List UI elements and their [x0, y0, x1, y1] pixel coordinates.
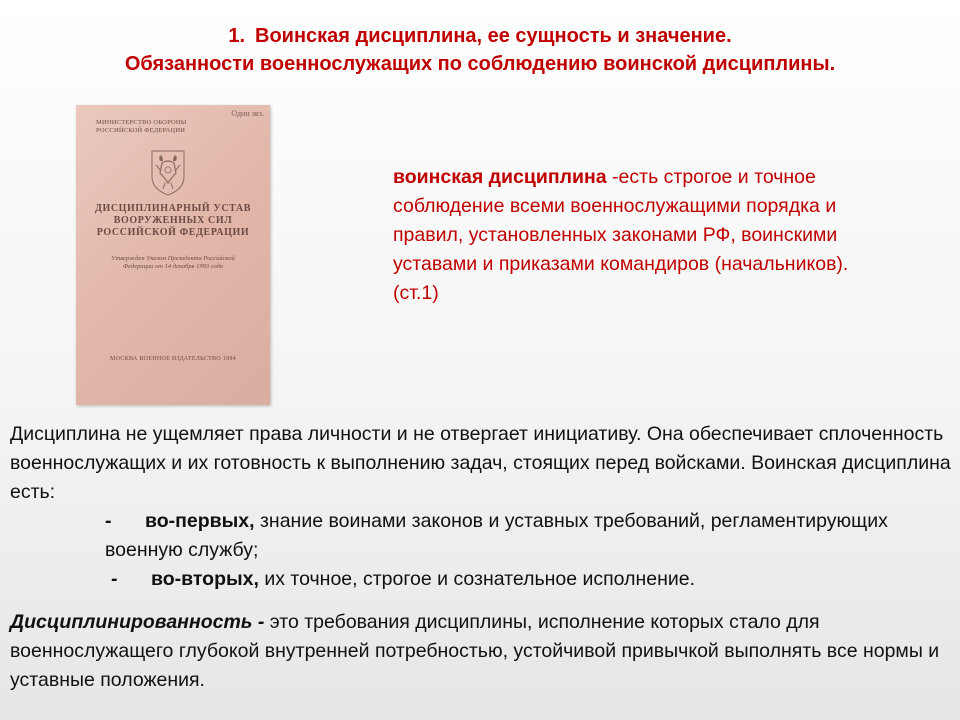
title-line-1-text: Воинская дисциплина, ее сущность и значение. [255, 25, 732, 47]
bullet-dash: - [105, 510, 112, 532]
bullet-lead: во-вторых, [151, 568, 259, 590]
title-line-2: Обязанности военнослужащих по соблюдению воинской дисциплины. [124, 53, 836, 75]
discipline-text: это требования дисциплины, исполнение которых стало для военнослужащего глубокой внутренней потребностью, устойчивой привычкой выполнять все нормы и уставные положения. [10, 611, 940, 691]
bullet-text: их точное, строгое и сознательное исполнение. [258, 568, 696, 590]
list-item [10, 565, 955, 594]
bullet-text: знание воинами законов и уставных требований, регламентирующих военную службу; [105, 510, 888, 561]
book-cover-image [76, 105, 270, 405]
discipline-definition [10, 608, 955, 695]
bullet-dash: - [111, 568, 118, 590]
book-ministry: МИНИСТЕРСТВО ОБОРОНЫ РОССИЙСКОЙ ФЕДЕРАЦИИ [96, 119, 187, 134]
book-publisher: МОСКВА ВОЕННОЕ ИЗДАТЕЛЬСТВО 1994 [110, 356, 236, 362]
intro-paragraph: Дисциплина не ущемляет права личности и не отвергает инициативу. Она обеспечивает сплоченность военнослужащих и их готовность к выполнению задач, стоящих перед войсками. Воинская дисциплина есть: [10, 423, 951, 503]
title-line-1 [0, 22, 960, 50]
definition-block [393, 163, 863, 308]
bullet-lead: во-первых, [145, 510, 255, 532]
list-item [10, 507, 955, 565]
definition-term: воинская дисциплина [393, 166, 607, 188]
definition-text: -есть строгое и точное соблюдение всеми военнослужащими порядка и правил, установленных законами РФ, воинскими уставами и приказами командиров (начальников). (ст.1) [393, 166, 849, 304]
title-number: 1. [228, 25, 246, 47]
book-title: ДИСЦИПЛИНАРНЫЙ УСТАВ ВООРУЖЕННЫХ СИЛ РОССИЙСКОЙ ФЕДЕРАЦИИ [94, 203, 252, 238]
body-text [10, 420, 955, 695]
book-corner-note: Один экз. [231, 109, 264, 118]
discipline-term: Дисциплинированность - [10, 611, 265, 633]
double-headed-eagle-icon [148, 147, 188, 197]
slide-title [0, 22, 960, 78]
book-decree: Утвержден Указом Президента Российской Федерации от 14 декабря 1993 года [111, 255, 235, 270]
